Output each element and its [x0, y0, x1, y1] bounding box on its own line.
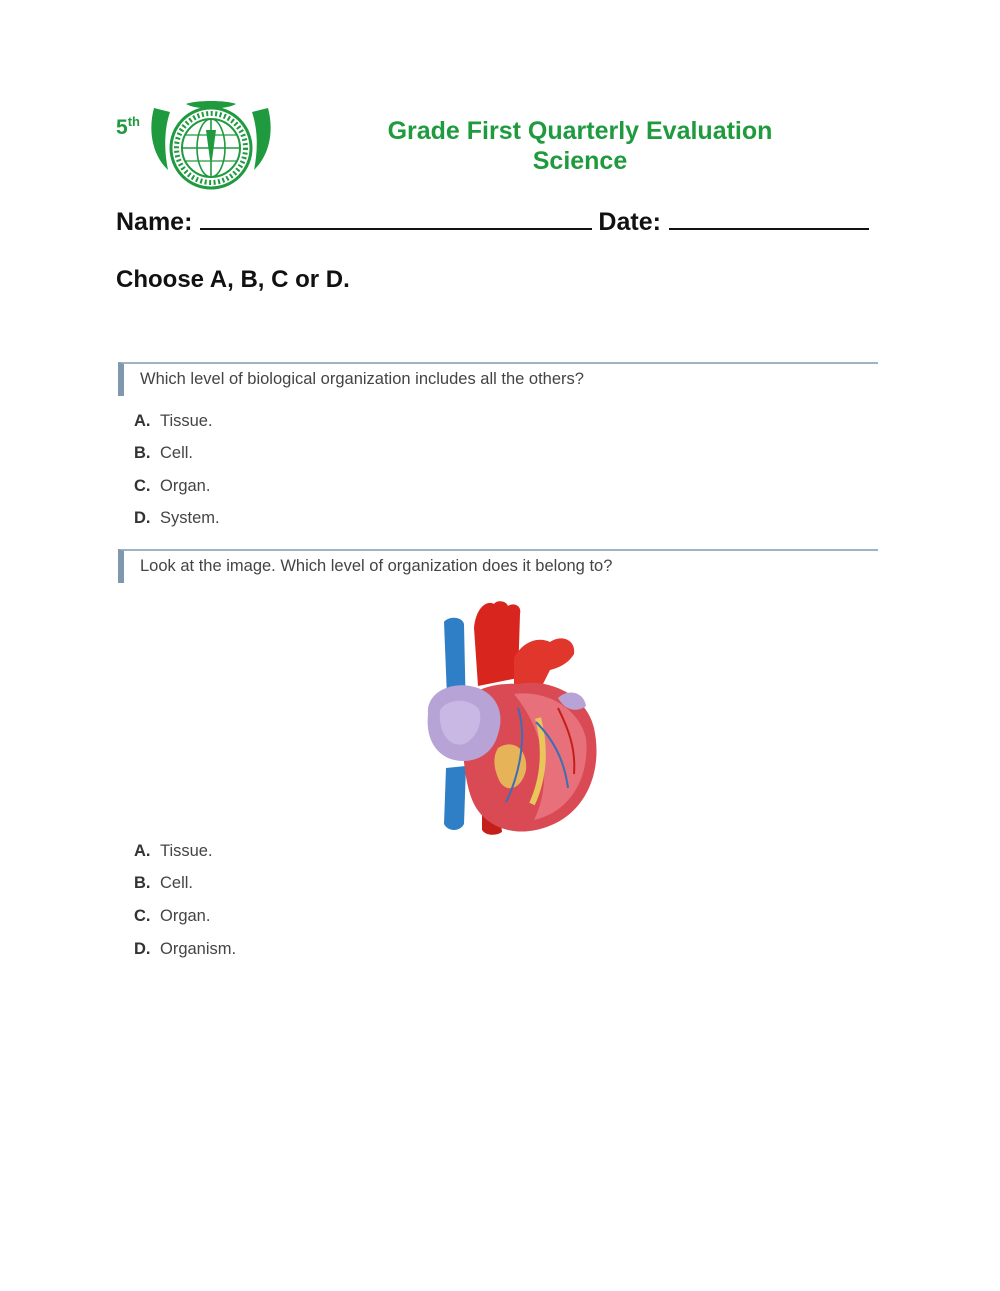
q2-option-b[interactable] — [134, 874, 193, 893]
option-text: Tissue. — [160, 412, 213, 430]
date-blank[interactable] — [669, 204, 869, 230]
instructions: Choose A, B, C or D. — [116, 266, 350, 293]
title-line-1: Grade First Quarterly Evaluation — [387, 117, 773, 145]
option-text: Organism. — [160, 940, 237, 958]
option-text: Organ. — [160, 907, 211, 925]
option-letter: A. — [134, 842, 151, 860]
option-text: Cell. — [160, 874, 194, 892]
option-letter: C. — [134, 907, 151, 925]
question-1-text: Which level of biological organization includes all the others? — [140, 370, 584, 388]
q1-option-d[interactable] — [134, 509, 220, 528]
date-label: Date: — [598, 208, 661, 236]
evaluation-title — [360, 116, 800, 176]
question-2-box — [118, 549, 878, 583]
option-text: Organ. — [160, 477, 211, 495]
q1-option-a[interactable] — [134, 412, 213, 431]
name-blank[interactable] — [200, 204, 592, 230]
option-text: System. — [160, 509, 220, 527]
q2-option-a[interactable] — [134, 842, 213, 861]
option-letter: C. — [134, 477, 151, 495]
name-label: Name: — [116, 208, 193, 236]
option-text: Cell. — [160, 444, 194, 462]
question-1-box — [118, 362, 878, 396]
q1-option-b[interactable] — [134, 444, 193, 463]
student-fields — [116, 204, 875, 237]
q2-option-c[interactable] — [134, 907, 210, 926]
grade-number-value: 5 — [116, 116, 128, 139]
question-2-text: Look at the image. Which level of organization does it belong to? — [140, 557, 613, 575]
title-line-2: Science — [532, 147, 628, 175]
option-text: Tissue. — [160, 842, 213, 860]
q2-option-d[interactable] — [134, 940, 236, 959]
grade-suffix: th — [127, 114, 140, 129]
school-crest-icon — [146, 100, 276, 192]
grade-number — [116, 116, 140, 140]
human-heart-illustration — [418, 598, 608, 838]
option-letter: D. — [134, 940, 151, 958]
option-letter: B. — [134, 874, 151, 892]
option-letter: D. — [134, 509, 151, 527]
q1-option-c[interactable] — [134, 477, 210, 496]
option-letter: A. — [134, 412, 151, 430]
option-letter: B. — [134, 444, 151, 462]
